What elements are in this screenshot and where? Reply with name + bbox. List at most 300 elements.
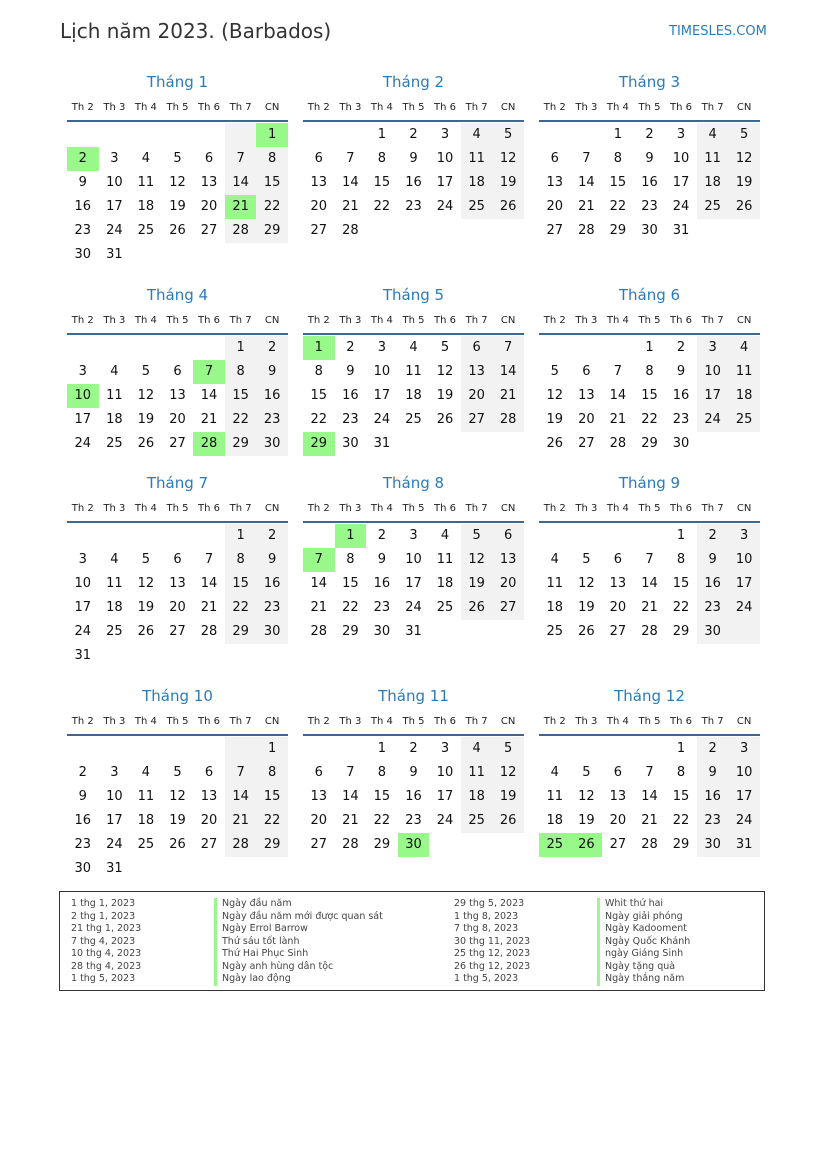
- weekday-label: Th 5: [638, 502, 661, 514]
- empty-cell: [256, 243, 288, 267]
- week-row: [303, 408, 524, 432]
- week-row: [539, 432, 760, 456]
- day-cell: 26: [492, 195, 524, 219]
- day-cell: 26: [461, 596, 493, 620]
- week-row: [303, 596, 524, 620]
- weekday-label: CN: [264, 101, 280, 113]
- holiday-day-cell: 25: [539, 833, 571, 857]
- day-cell: 20: [461, 384, 493, 408]
- day-cell: 25: [405, 412, 422, 427]
- day-cell: 3: [676, 127, 686, 142]
- weekday-label: Th 2: [307, 314, 330, 326]
- day-cell: 4: [141, 765, 151, 780]
- empty-cell: [728, 620, 760, 644]
- day-cell: 16: [697, 785, 729, 809]
- weekday-label: Th 6: [198, 502, 221, 514]
- week-row: [539, 171, 760, 195]
- day-cell: 13: [310, 175, 328, 190]
- header-rule: [67, 333, 288, 335]
- day-cell: 17: [405, 576, 422, 591]
- day-cell: 4: [461, 123, 493, 147]
- day-cell: 16: [373, 576, 391, 591]
- page-title: Lịch năm 2023. (Barbados): [60, 19, 332, 43]
- day-cell: 9: [676, 364, 686, 379]
- weekday-label: CN: [264, 314, 280, 326]
- weekday-label: CN: [500, 502, 516, 514]
- day-cell: 1: [377, 127, 387, 142]
- day-cell: 29: [256, 833, 288, 857]
- month-9: [539, 472, 760, 644]
- legend-holiday-name: Ngày thắng năm: [597, 973, 684, 986]
- day-cell: 9: [256, 548, 288, 572]
- weekday-label: Th 6: [434, 101, 457, 113]
- week-row: [303, 147, 524, 171]
- day-cell: 2: [697, 524, 729, 548]
- day-cell: 6: [204, 151, 214, 166]
- weekday-label: Th 6: [670, 101, 693, 113]
- day-cell: 11: [405, 364, 422, 379]
- day-cell: 24: [373, 412, 391, 427]
- week-row: [67, 171, 288, 195]
- month-title: Tháng 7: [146, 474, 209, 492]
- day-cell: 29: [373, 837, 391, 852]
- week-row: [539, 219, 760, 243]
- day-cell: 7: [204, 552, 214, 567]
- weekday-label: Th 2: [543, 502, 566, 514]
- day-cell: 11: [137, 789, 155, 804]
- holiday-day-cell: 21: [225, 195, 257, 219]
- week-row: [303, 737, 524, 761]
- empty-cell: [162, 243, 194, 267]
- weekday-label: Th 3: [339, 502, 362, 514]
- day-cell: 20: [310, 813, 328, 828]
- day-cell: 6: [613, 765, 623, 780]
- empty-cell: [99, 524, 131, 548]
- day-cell: 16: [256, 572, 288, 596]
- day-cell: 6: [173, 364, 182, 379]
- day-cell: 3: [697, 336, 729, 360]
- day-cell: 20: [492, 572, 524, 596]
- week-row: [539, 336, 760, 360]
- day-cell: 11: [106, 576, 123, 591]
- day-cell: 28: [200, 624, 218, 639]
- day-cell: 27: [609, 624, 627, 639]
- empty-cell: [303, 524, 335, 548]
- legend-holiday-name: Whit thứ hai: [597, 898, 663, 911]
- day-cell: 9: [409, 765, 418, 780]
- day-cell: 14: [578, 175, 595, 190]
- day-cell: 2: [676, 340, 686, 355]
- weekday-label: Th 2: [307, 502, 330, 514]
- day-cell: 16: [697, 572, 729, 596]
- day-cell: 11: [106, 388, 123, 403]
- weekday-label: Th 2: [543, 314, 566, 326]
- day-cell: 28: [225, 833, 257, 857]
- day-cell: 11: [697, 147, 729, 171]
- day-cell: 1: [225, 524, 257, 548]
- holiday-day-cell: 1: [256, 123, 288, 147]
- day-cell: 23: [405, 813, 422, 828]
- day-cell: 18: [546, 813, 564, 828]
- week-row: [539, 572, 760, 596]
- empty-cell: [67, 524, 99, 548]
- day-cell: 26: [169, 223, 186, 238]
- day-cell: 25: [546, 624, 564, 639]
- day-cell: 8: [346, 552, 355, 567]
- weekday-label: Th 4: [134, 101, 157, 113]
- month-6: [539, 284, 760, 456]
- day-cell: 10: [106, 789, 123, 804]
- day-cell: 25: [137, 837, 155, 852]
- month-1: [67, 71, 288, 267]
- empty-cell: [492, 432, 524, 456]
- empty-cell: [492, 833, 524, 857]
- week-row: [539, 809, 760, 833]
- legend-date: 25 thg 12, 2023: [454, 948, 531, 959]
- weekday-label: Th 6: [434, 314, 457, 326]
- day-cell: 20: [609, 813, 627, 828]
- day-cell: 18: [728, 384, 760, 408]
- day-cell: 12: [169, 175, 186, 190]
- week-row: [67, 737, 288, 761]
- day-cell: 21: [492, 384, 524, 408]
- empty-cell: [398, 219, 430, 243]
- header-rule: [303, 333, 524, 335]
- holiday-day-cell: 29: [303, 432, 335, 456]
- day-cell: 9: [78, 175, 87, 190]
- empty-cell: [335, 123, 367, 147]
- week-row: [67, 123, 288, 147]
- day-cell: 19: [546, 412, 564, 427]
- weekday-label: Th 3: [339, 715, 362, 727]
- week-row: [303, 219, 524, 243]
- day-cell: 22: [342, 600, 359, 615]
- weekday-label: Th 2: [71, 314, 94, 326]
- day-cell: 24: [672, 199, 690, 214]
- empty-cell: [130, 243, 162, 267]
- weekday-label: Th 5: [402, 715, 425, 727]
- week-row: [303, 171, 524, 195]
- day-cell: 3: [728, 737, 760, 761]
- day-cell: 16: [256, 384, 288, 408]
- header-rule: [67, 120, 288, 122]
- day-cell: 27: [546, 223, 564, 238]
- legend-holiday-name: Ngày đầu năm: [214, 898, 292, 911]
- day-cell: 12: [492, 147, 524, 171]
- day-cell: 17: [74, 412, 92, 427]
- empty-cell: [67, 737, 99, 761]
- day-cell: 7: [225, 761, 257, 785]
- day-cell: 1: [645, 340, 654, 355]
- day-cell: 28: [310, 624, 328, 639]
- empty-cell: [634, 737, 666, 761]
- day-cell: 4: [550, 765, 559, 780]
- day-cell: 5: [728, 123, 760, 147]
- day-cell: 13: [310, 789, 328, 804]
- week-row: [303, 620, 524, 644]
- day-cell: 7: [492, 336, 524, 360]
- week-row: [67, 408, 288, 432]
- weekday-label: Th 4: [370, 101, 393, 113]
- day-cell: 18: [137, 199, 155, 214]
- day-cell: 7: [225, 147, 257, 171]
- day-cell: 19: [492, 785, 524, 809]
- weekday-label: Th 6: [198, 101, 221, 113]
- day-cell: 16: [405, 789, 422, 804]
- day-cell: 6: [314, 765, 323, 780]
- empty-cell: [335, 737, 367, 761]
- day-cell: 6: [492, 524, 524, 548]
- day-cell: 19: [169, 813, 186, 828]
- day-cell: 5: [141, 552, 151, 567]
- empty-cell: [193, 123, 225, 147]
- day-cell: 19: [436, 388, 454, 403]
- day-cell: 31: [373, 436, 391, 451]
- day-cell: 1: [676, 528, 686, 543]
- legend-date: 10 thg 4, 2023: [71, 948, 142, 959]
- day-cell: 19: [578, 600, 595, 615]
- week-row: [303, 123, 524, 147]
- legend-date: 1 thg 5, 2023: [71, 973, 136, 984]
- day-cell: 20: [310, 199, 328, 214]
- day-cell: 8: [314, 364, 323, 379]
- week-row: [67, 548, 288, 572]
- empty-cell: [728, 432, 760, 456]
- day-cell: 28: [641, 837, 658, 852]
- day-cell: 26: [169, 837, 186, 852]
- site-link[interactable]: TIMESLES.COM: [669, 24, 767, 39]
- week-row: [67, 761, 288, 785]
- month-3: [539, 71, 760, 243]
- day-cell: 18: [697, 171, 729, 195]
- day-cell: 28: [609, 436, 627, 451]
- day-cell: 14: [492, 360, 524, 384]
- day-cell: 12: [578, 576, 595, 591]
- weekday-label: Th 2: [71, 715, 94, 727]
- day-cell: 5: [173, 151, 182, 166]
- day-cell: 27: [200, 223, 218, 238]
- day-cell: 8: [676, 552, 686, 567]
- day-cell: 22: [256, 195, 288, 219]
- day-cell: 16: [74, 199, 92, 214]
- weekday-header: [539, 495, 760, 521]
- month-11: [303, 685, 524, 857]
- day-cell: 26: [137, 624, 155, 639]
- weekday-label: Th 3: [103, 314, 126, 326]
- day-cell: 4: [409, 340, 418, 355]
- day-cell: 15: [672, 789, 690, 804]
- weekday-label: CN: [500, 314, 516, 326]
- day-cell: 3: [409, 528, 418, 543]
- month-title: Tháng 9: [618, 474, 681, 492]
- week-row: [67, 620, 288, 644]
- day-cell: 4: [461, 737, 493, 761]
- legend-date: 7 thg 8, 2023: [454, 923, 519, 934]
- empty-cell: [398, 432, 430, 456]
- day-cell: 6: [582, 364, 591, 379]
- day-cell: 27: [461, 408, 493, 432]
- empty-cell: [193, 737, 225, 761]
- day-cell: 26: [436, 412, 454, 427]
- legend-holiday-name: Ngày Quốc Khánh: [597, 936, 690, 949]
- legend-holiday-name: Ngày đầu năm mới được quan sát: [214, 911, 383, 924]
- day-cell: 18: [137, 813, 155, 828]
- day-cell: 23: [672, 412, 690, 427]
- empty-cell: [602, 737, 634, 761]
- month-8: [303, 472, 524, 644]
- day-cell: 17: [373, 388, 391, 403]
- day-cell: 23: [74, 837, 92, 852]
- day-cell: 22: [609, 199, 627, 214]
- day-cell: 27: [310, 223, 328, 238]
- weekday-label: CN: [264, 715, 280, 727]
- weekday-label: Th 4: [134, 715, 157, 727]
- empty-cell: [571, 737, 603, 761]
- day-cell: 29: [342, 624, 359, 639]
- day-cell: 25: [728, 408, 760, 432]
- legend-holiday-name: Thứ Hai Phục Sinh: [214, 948, 308, 961]
- day-cell: 3: [78, 552, 87, 567]
- week-row: [539, 761, 760, 785]
- day-cell: 29: [641, 436, 658, 451]
- day-cell: 5: [141, 364, 151, 379]
- weekday-label: Th 7: [465, 314, 488, 326]
- day-cell: 16: [342, 388, 359, 403]
- weekday-label: Th 4: [134, 314, 157, 326]
- day-cell: 10: [728, 761, 760, 785]
- day-cell: 30: [342, 436, 359, 451]
- day-cell: 22: [373, 813, 391, 828]
- week-row: [539, 833, 760, 857]
- day-cell: 30: [74, 247, 92, 262]
- day-cell: 10: [106, 175, 123, 190]
- empty-cell: [130, 644, 162, 668]
- day-cell: 21: [609, 412, 627, 427]
- week-row: [67, 596, 288, 620]
- weekday-label: Th 4: [134, 502, 157, 514]
- day-cell: 10: [436, 151, 454, 166]
- day-cell: 30: [256, 620, 288, 644]
- day-cell: 15: [373, 789, 391, 804]
- legend-date: 21 thg 1, 2023: [71, 923, 142, 934]
- day-cell: 30: [697, 833, 729, 857]
- day-cell: 27: [169, 624, 186, 639]
- day-cell: 24: [74, 436, 92, 451]
- day-cell: 19: [169, 199, 186, 214]
- day-cell: 30: [373, 624, 391, 639]
- day-cell: 2: [409, 741, 418, 756]
- day-cell: 3: [110, 151, 119, 166]
- day-cell: 2: [409, 127, 418, 142]
- weekday-label: Th 4: [606, 715, 629, 727]
- day-cell: 29: [256, 219, 288, 243]
- day-cell: 15: [641, 388, 658, 403]
- day-cell: 30: [697, 620, 729, 644]
- day-cell: 7: [582, 151, 591, 166]
- month-title: Tháng 4: [146, 286, 209, 304]
- legend-date: 26 thg 12, 2023: [454, 960, 531, 972]
- day-cell: 9: [377, 552, 387, 567]
- weekday-label: Th 7: [701, 101, 724, 113]
- week-row: [67, 857, 288, 881]
- day-cell: 22: [641, 412, 658, 427]
- day-cell: 27: [169, 436, 186, 451]
- day-cell: 24: [106, 837, 123, 852]
- day-cell: 2: [697, 737, 729, 761]
- week-row: [539, 548, 760, 572]
- day-cell: 19: [578, 813, 595, 828]
- month-title: Tháng 12: [614, 687, 685, 705]
- day-cell: 14: [225, 171, 257, 195]
- empty-cell: [130, 737, 162, 761]
- day-cell: 11: [436, 552, 454, 567]
- day-cell: 25: [697, 195, 729, 219]
- month-title: Tháng 6: [618, 286, 681, 304]
- weekday-label: Th 5: [638, 314, 661, 326]
- weekday-label: Th 2: [71, 101, 94, 113]
- day-cell: 15: [256, 785, 288, 809]
- day-cell: 28: [578, 223, 595, 238]
- day-cell: 25: [461, 195, 493, 219]
- day-cell: 29: [225, 432, 257, 456]
- weekday-label: Th 7: [229, 314, 252, 326]
- weekday-label: Th 6: [670, 314, 693, 326]
- header-rule: [539, 120, 760, 122]
- empty-cell: [162, 524, 194, 548]
- holiday-day-cell: 1: [335, 524, 367, 548]
- empty-cell: [225, 123, 257, 147]
- day-cell: 23: [373, 600, 391, 615]
- empty-cell: [162, 336, 194, 360]
- day-cell: 18: [546, 600, 564, 615]
- week-row: [67, 336, 288, 360]
- weekday-header: [303, 495, 524, 521]
- weekday-label: Th 3: [575, 101, 598, 113]
- day-cell: 5: [461, 524, 493, 548]
- day-cell: 21: [342, 813, 359, 828]
- day-cell: 23: [697, 809, 729, 833]
- day-cell: 23: [256, 596, 288, 620]
- day-cell: 17: [436, 175, 454, 190]
- day-cell: 18: [436, 576, 454, 591]
- day-cell: 23: [641, 199, 658, 214]
- week-row: [303, 785, 524, 809]
- day-cell: 30: [641, 223, 658, 238]
- day-cell: 23: [405, 199, 422, 214]
- day-cell: 12: [461, 548, 493, 572]
- day-cell: 13: [169, 576, 186, 591]
- day-cell: 13: [200, 175, 218, 190]
- day-cell: 11: [546, 576, 564, 591]
- week-row: [67, 243, 288, 267]
- day-cell: 20: [546, 199, 564, 214]
- weekday-label: Th 7: [229, 101, 252, 113]
- month-title: Tháng 1: [146, 73, 209, 91]
- month-5: [303, 284, 524, 456]
- day-cell: 19: [461, 572, 493, 596]
- weekday-label: Th 5: [166, 314, 189, 326]
- day-cell: 9: [645, 151, 654, 166]
- day-cell: 3: [728, 524, 760, 548]
- day-cell: 20: [200, 199, 218, 214]
- day-cell: 26: [728, 195, 760, 219]
- day-cell: 24: [74, 624, 92, 639]
- day-cell: 11: [728, 360, 760, 384]
- day-cell: 12: [546, 388, 564, 403]
- day-cell: 23: [342, 412, 359, 427]
- empty-cell: [193, 857, 225, 881]
- weekday-label: Th 4: [606, 314, 629, 326]
